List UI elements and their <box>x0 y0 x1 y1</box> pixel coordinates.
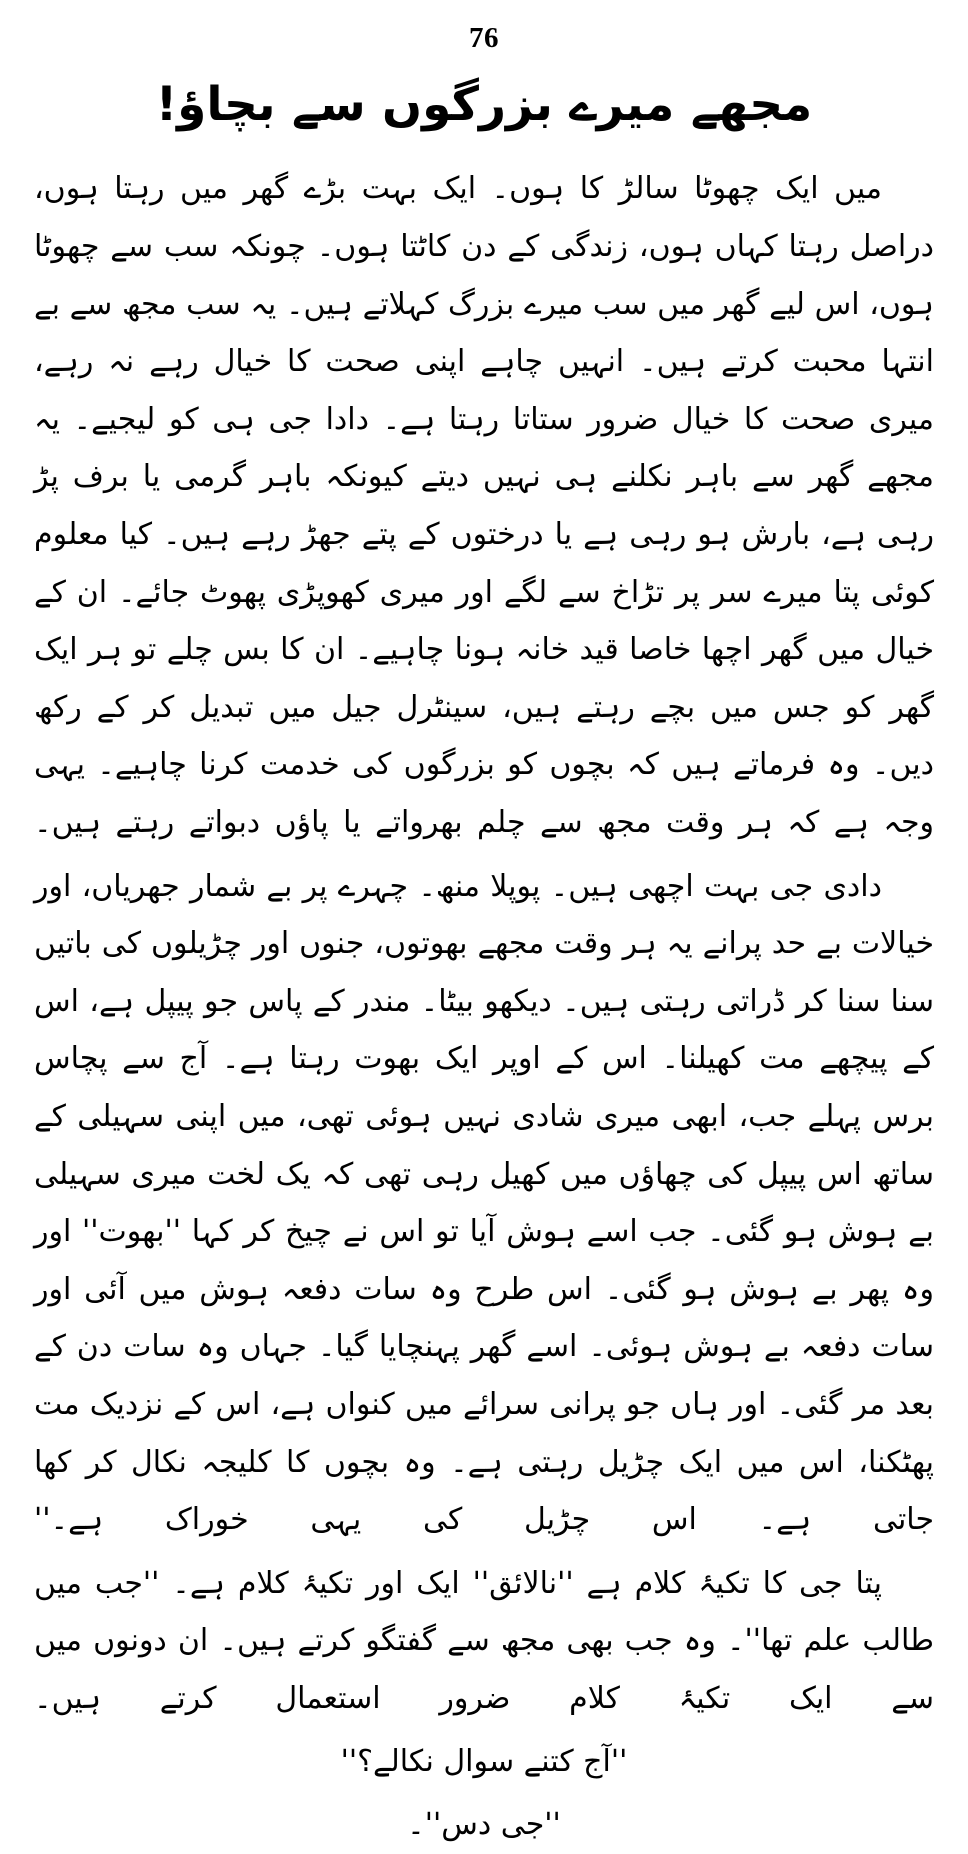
paragraph: دادی جی بہت اچھی ہیں۔ پوپلا منھ۔ چہرے پر بے شمار جھریاں، اور خیالات بے حد پرانے یہ ہر وقت مجھے بھوتوں، جنوں اور چڑیلوں کی باتیں سنا سنا کر ڈراتی رہتی ہیں۔ دیکھو بیٹا۔ مندر کے پاس جو پیپل ہے، اس کے پیچھے مت کھیلنا۔ اس کے اوپر ایک بھوت رہتا ہے۔ آج سے پچاس برس پہلے جب، ابھی میری شادی نہیں ہوئی تھی، میں اپنی سہیلی کے ساتھ اس پیپل کی چھاؤں میں کھیل رہی تھی کہ یک لخت میری سہیلی بے ہوش ہو گئی۔ جب اسے ہوش آیا تو اس نے چیخ کر کہا ''بھوت'' اور وہ پھر بے ہوش ہو گئی۔ اس طرح وہ سات دفعہ ہوش میں آئی اور سات دفعہ بے ہوش ہوئی۔ اسے گھر پہنچایا گیا۔ جہاں وہ سات دن کے بعد مر گئی۔ اور ہاں جو پرانی سرائے میں کنواں ہے، اس کے نزدیک مت پھٹکنا، اس میں ایک چڑیل رہتی ہے۔ وہ بچوں کا کلیجہ نکال کر کھا جاتی ہے۔ اس چڑیل کی یہی خوراک ہے۔'' <box>34 868 934 1538</box>
paragraph: پتا جی کا تکیۂ کلام ہے ''نالائق'' ایک اور تکیۂ کلام ہے۔ ''جب میں طالب علم تھا''۔ وہ جب بھی مجھ سے گفتگو کرتے ہیں۔ ان دونوں میں سے ایک تکیۂ کلام ضرور استعمال کرتے ہیں۔ <box>34 1565 934 1716</box>
page-number: 76 <box>469 22 499 54</box>
page-title: مجھے میرے بزرگوں سے بچاؤ! <box>155 77 813 132</box>
dialogue-line: ''جی دس''۔ <box>407 1806 561 1842</box>
article-body <box>34 160 934 1727</box>
paragraph: میں ایک چھوٹا سالڑ کا ہوں۔ ایک بہت بڑے گھر میں رہتا ہوں، دراصل رہتا کہاں ہوں، زندگی کے دن کاٹتا ہوں۔ چونکہ سب سے چھوٹا ہوں، اس لیے گھر میں سب میرے بزرگ کہلاتے ہیں۔ یہ سب مجھ سے بے انتہا محبت کرتے ہیں۔ انہیں چاہے اپنی صحت کا خیال رہے نہ رہے، میری صحت کا خیال ضرور ستاتا رہتا ہے۔ دادا جی ہی کو لیجیے۔ یہ مجھے گھر سے باہر نکلنے ہی نہیں دیتے کیونکہ باہر گرمی یا برف پڑ رہی ہے، بارش ہو رہی ہے یا درختوں کے پتے جھڑ رہے ہیں۔ کیا معلوم کوئی پتا میرے سر پر تڑاخ سے لگے اور میری کھوپڑی پھوٹ جائے۔ ان کے خیال میں گھر اچھا خاصا قید خانہ ہونا چاہیے۔ ان کا بس چلے تو ہر ایک گھر کو جس میں بچے رہتے ہیں، سینٹرل جیل میں تبدیل کر کے رکھ دیں۔ وہ فرماتے ہیں کہ بچوں کو بزرگوں کی خدمت کرنا چاہیے۔ یہی وجہ ہے کہ ہر وقت مجھ سے چلم بھرواتے یا پاؤں دبواتے رہتے ہیں۔ <box>34 171 934 840</box>
dialogue-line: ''آج کتنے سوال نکالے؟'' <box>340 1744 628 1780</box>
